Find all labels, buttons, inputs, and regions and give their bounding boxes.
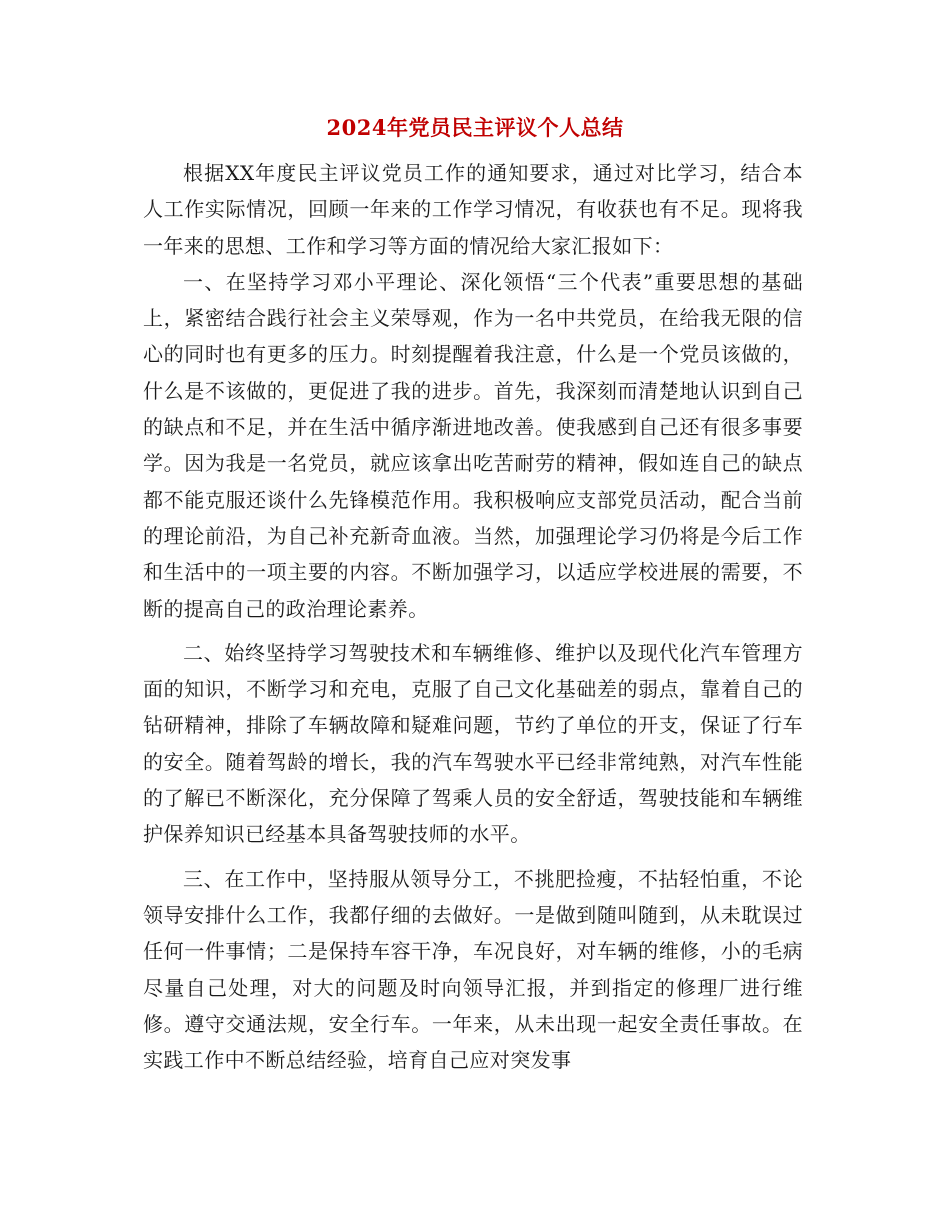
paragraph-section-three: 三、在工作中，坚持服从领导分工，不挑肥捡瘦，不拈轻怕重，不论领导安排什么工作，我都仔细的去做好。一是做到随叫随到，从未耽误过任何一件事情；二是保持车容干净，车况良好，对车辆的维修，小的毛病尽量自己处理，对大的问题及时向领导汇报，并到指定的修理厂进行维修。遵守交通法规，安全行车。一年来，从未出现一起安全责任事故。在实践工作中不断总结经验，培育自己应对突发事 [143, 866, 803, 1073]
paragraph-section-two: 二、始终坚持学习驾驶技术和车辆维修、维护以及现代化汽车管理方面的知识，不断学习和充电，克服了自己文化基础差的弱点，靠着自己的钻研精神，排除了车辆故障和疑难问题，节约了单位的开支，保证了行车的安全。随着驾龄的增长，我的汽车驾驶水平已经非常纯熟，对汽车性能的了解已不断深化，充分保障了驾乘人员的安全舒适，驾驶技能和车辆维护保养知识已经基本具备驾驶技师的水平。 [143, 640, 803, 847]
paragraph-intro: 根据XX年度民主评议党员工作的通知要求，通过对比学习，结合本人工作实际情况，回顾一年来的工作学习情况，有收获也有不足。现将我一年来的思想、工作和学习等方面的情况给大家汇报如下： [143, 161, 803, 258]
paragraph-section-one: 一、在坚持学习邓小平理论、深化领悟“三个代表”重要思想的基础上，紧密结合践行社会主义荣辱观，作为一名中共党员，在给我无限的信心的同时也有更多的压力。时刻提醒着我注意，什么是一个党员该做的，什么是不该做的，更促进了我的进步。首先，我深刻而清楚地认识到自己的缺点和不足，并在生活中循序渐进地改善。使我感到自己还有很多事要学。因为我是一名党员，就应该拿出吃苦耐劳的精神，假如连自己的缺点都不能克服还谈什么先锋模范作用。我积极响应支部党员活动，配合当前的理论前沿，为自己补充新奇血液。当然，加强理论学习仍将是今后工作和生活中的一项主要的内容。不断加强学习，以适应学校进展的需要，不断的提高自己的政治理论素养。 [143, 269, 803, 621]
document-body [143, 155, 803, 1078]
document-title: 2024年党员民主评议个人总结 [326, 115, 624, 140]
